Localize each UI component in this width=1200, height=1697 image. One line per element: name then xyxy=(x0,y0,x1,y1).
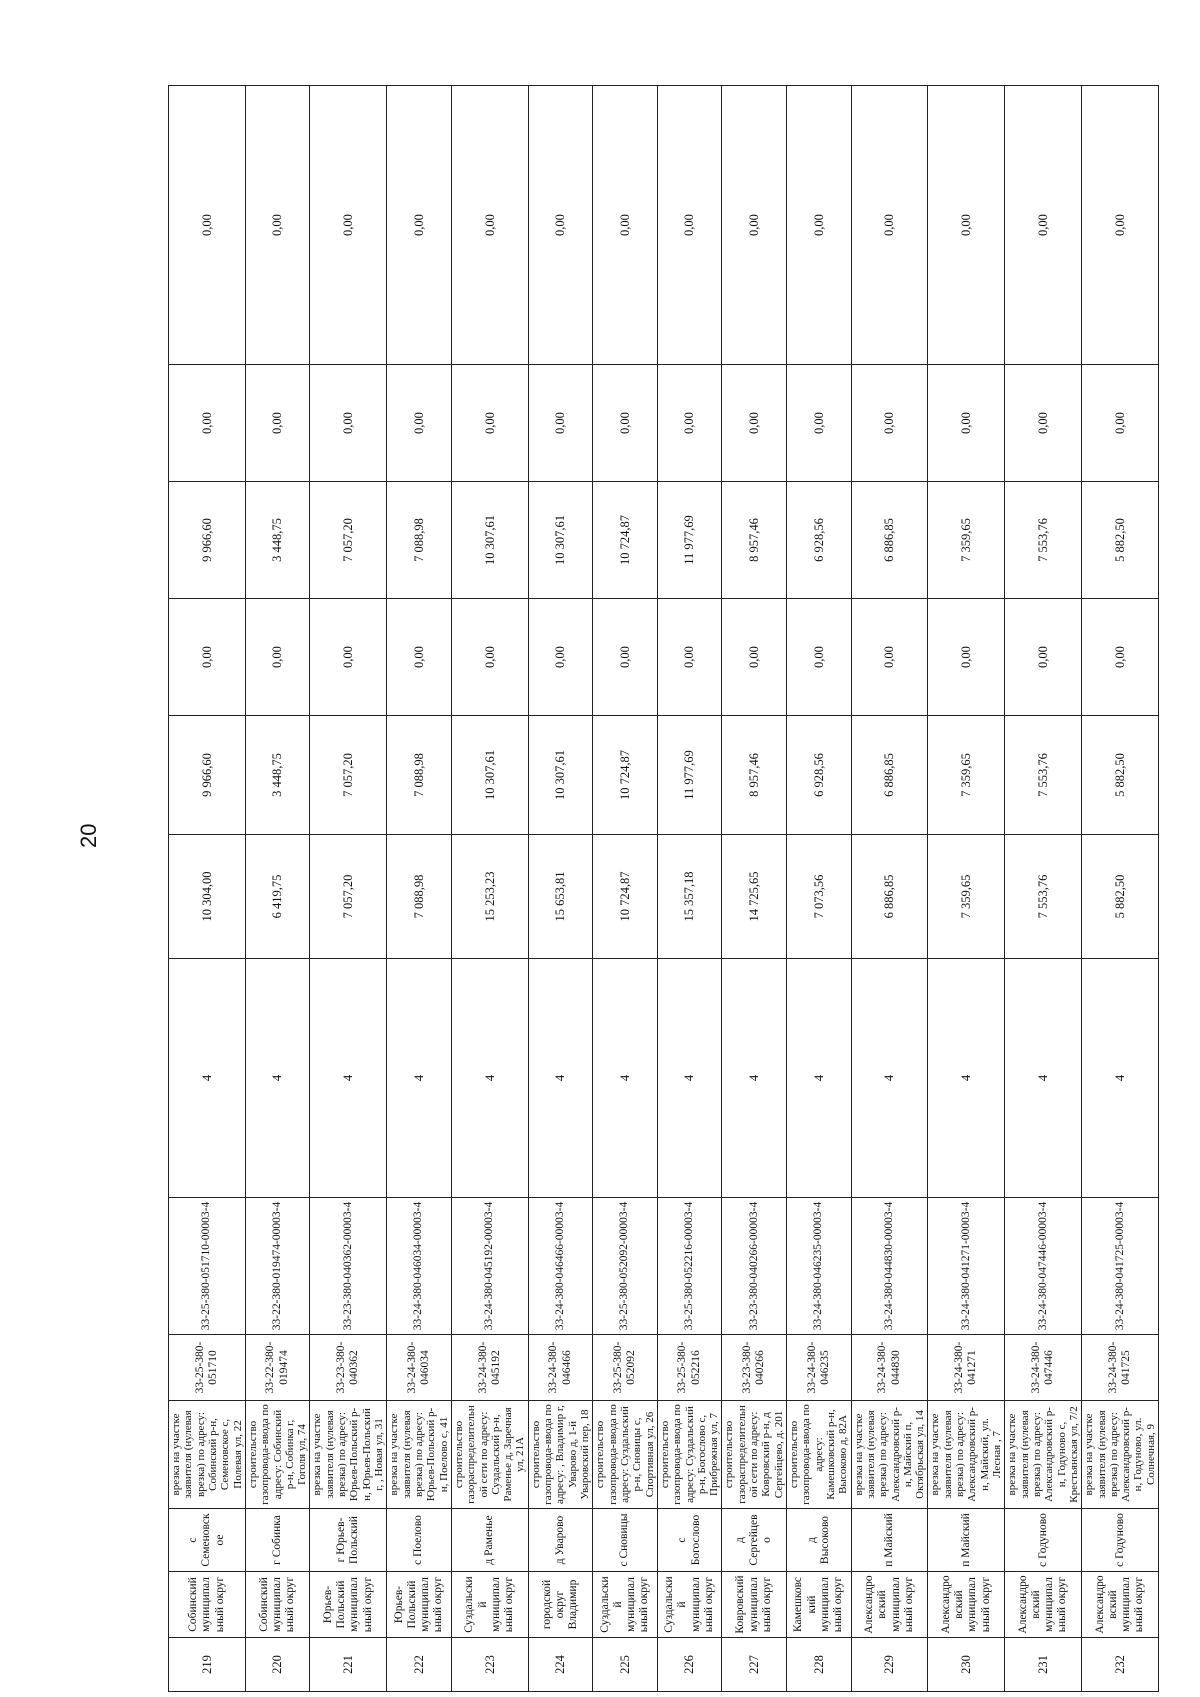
value-3-cell: 0,00 xyxy=(851,599,928,716)
value-3-cell: 0,00 xyxy=(1082,599,1159,716)
district-cell: Александровский муниципальный округ xyxy=(1005,1572,1082,1638)
table-row xyxy=(593,86,658,1692)
value-2-cell: 10 307,61 xyxy=(528,716,593,835)
object-cell: строительство газораспределительной сети по адресу: Суздальский р-н, Раменье д, Заречная ул, 21А xyxy=(451,1401,528,1509)
value-3-cell: 0,00 xyxy=(169,599,246,716)
object-cell: строительство газопровода-ввода по адресу: Суздальский р-н, Богослово с, Прибрежная ул, 7 xyxy=(657,1401,722,1509)
application-number-cell: 33-25-380-052216 xyxy=(657,1335,722,1401)
value-2-cell: 6 886,85 xyxy=(851,716,928,835)
value-6-cell: 0,00 xyxy=(593,86,658,365)
table-row xyxy=(245,86,310,1692)
value-1-cell: 10 724,87 xyxy=(593,835,658,959)
row-number: 224 xyxy=(528,1638,593,1692)
value-2-cell: 10 307,61 xyxy=(451,716,528,835)
value-3-cell: 0,00 xyxy=(593,599,658,716)
value-4-cell: 6 886,85 xyxy=(851,482,928,599)
value-5-cell: 0,00 xyxy=(245,365,310,482)
row-number: 229 xyxy=(851,1638,928,1692)
district-cell: Камешковский муниципальный округ xyxy=(787,1572,852,1638)
value-4-cell: 7 088,98 xyxy=(387,482,452,599)
value-6-cell: 0,00 xyxy=(528,86,593,365)
value-5-cell: 0,00 xyxy=(528,365,593,482)
application-number-cell: 33-24-380-046466 xyxy=(528,1335,593,1401)
category-cell: 4 xyxy=(528,959,593,1198)
application-number-cell: 33-23-380-040362 xyxy=(310,1335,387,1401)
category-cell: 4 xyxy=(657,959,722,1198)
district-cell: Александровский муниципальный округ xyxy=(1082,1572,1159,1638)
value-1-cell: 7 359,65 xyxy=(928,835,1005,959)
locality-cell: д Высоково xyxy=(787,1509,852,1572)
value-4-cell: 5 882,50 xyxy=(1082,482,1159,599)
value-3-cell: 0,00 xyxy=(387,599,452,716)
value-4-cell: 8 957,46 xyxy=(722,482,787,599)
value-6-cell: 0,00 xyxy=(245,86,310,365)
category-cell: 4 xyxy=(169,959,246,1198)
application-number-cell: 33-24-380-046034 xyxy=(387,1335,452,1401)
district-cell: Собинский муниципальный округ xyxy=(169,1572,246,1638)
locality-cell: п Майский xyxy=(928,1509,1005,1572)
row-number: 228 xyxy=(787,1638,852,1692)
object-cell: врезка на участке заявителя (нулевая врезка) по адресу: Александровский р-н, Годуново, ул. Солнечная, 9 xyxy=(1082,1401,1159,1509)
application-number-cell: 33-24-380-044830 xyxy=(851,1335,928,1401)
table-row xyxy=(851,86,928,1692)
application-number-cell: 33-24-380-045192 xyxy=(451,1335,528,1401)
value-6-cell: 0,00 xyxy=(1082,86,1159,365)
category-cell: 4 xyxy=(593,959,658,1198)
row-number: 225 xyxy=(593,1638,658,1692)
value-4-cell: 3 448,75 xyxy=(245,482,310,599)
table-stage xyxy=(168,86,1157,1692)
application-number-cell: 33-22-380-019474 xyxy=(245,1335,310,1401)
object-cell: врезка на участке заявителя (нулевая врезка) по адресу: Александровский р-н, Годуново с, Крестьянская ул, 7/2 xyxy=(1005,1401,1082,1509)
district-cell: Юрьев-Польский муниципальный округ xyxy=(387,1572,452,1638)
contract-number-cell: 33-24-380-041725-00003-4 xyxy=(1082,1198,1159,1335)
row-number: 222 xyxy=(387,1638,452,1692)
table-row xyxy=(787,86,852,1692)
object-cell: врезка на участке заявителя (нулевая врезка) по адресу: Александровский р-н, Майский, ул. Лесная , 7 xyxy=(928,1401,1005,1509)
contract-number-cell: 33-24-380-046235-00003-4 xyxy=(787,1198,852,1335)
locality-cell: с Богослово xyxy=(657,1509,722,1572)
value-1-cell: 6 419,75 xyxy=(245,835,310,959)
category-cell: 4 xyxy=(928,959,1005,1198)
rotated-table-wrapper xyxy=(168,86,1157,1692)
value-3-cell: 0,00 xyxy=(528,599,593,716)
table-row xyxy=(1082,86,1159,1692)
locality-cell: г Юрьев-Польский xyxy=(310,1509,387,1572)
locality-cell: с Семеновское xyxy=(169,1509,246,1572)
value-2-cell: 7 057,20 xyxy=(310,716,387,835)
page-number: 20 xyxy=(76,823,101,848)
row-number: 230 xyxy=(928,1638,1005,1692)
row-number: 232 xyxy=(1082,1638,1159,1692)
locality-cell: г Собинка xyxy=(245,1509,310,1572)
district-cell: Суздальский муниципальный округ xyxy=(593,1572,658,1638)
object-cell: врезка на участке заявителя (нулевая врезка) по адресу: Собинский р-н, Семеновское с, Полевая ул, 22 xyxy=(169,1401,246,1509)
value-5-cell: 0,00 xyxy=(169,365,246,482)
category-cell: 4 xyxy=(310,959,387,1198)
district-cell: городской округ Владимир xyxy=(528,1572,593,1638)
value-5-cell: 0,00 xyxy=(928,365,1005,482)
category-cell: 4 xyxy=(722,959,787,1198)
value-2-cell: 11 977,69 xyxy=(657,716,722,835)
row-number: 221 xyxy=(310,1638,387,1692)
value-6-cell: 0,00 xyxy=(310,86,387,365)
value-4-cell: 6 928,56 xyxy=(787,482,852,599)
value-1-cell: 10 304,00 xyxy=(169,835,246,959)
value-2-cell: 5 882,50 xyxy=(1082,716,1159,835)
value-6-cell: 0,00 xyxy=(1005,86,1082,365)
value-6-cell: 0,00 xyxy=(451,86,528,365)
value-1-cell: 7 553,76 xyxy=(1005,835,1082,959)
category-cell: 4 xyxy=(1005,959,1082,1198)
value-1-cell: 6 886,85 xyxy=(851,835,928,959)
district-cell: Суздальский муниципальный округ xyxy=(657,1572,722,1638)
value-2-cell: 7 359,65 xyxy=(928,716,1005,835)
contract-number-cell: 33-23-380-040266-00003-4 xyxy=(722,1198,787,1335)
locality-cell: с Годуново xyxy=(1082,1509,1159,1572)
value-5-cell: 0,00 xyxy=(451,365,528,482)
value-5-cell: 0,00 xyxy=(722,365,787,482)
value-4-cell: 10 307,61 xyxy=(451,482,528,599)
object-cell: строительство газопровода-ввода по адресу: Камешковский р-н, Высоково д, 82А xyxy=(787,1401,852,1509)
application-number-cell: 33-24-380-041271 xyxy=(928,1335,1005,1401)
value-5-cell: 0,00 xyxy=(1082,365,1159,482)
application-number-cell: 33-24-380-046235 xyxy=(787,1335,852,1401)
value-4-cell: 7 359,65 xyxy=(928,482,1005,599)
table-row xyxy=(1005,86,1082,1692)
locality-cell: с Пoелово xyxy=(387,1509,452,1572)
application-number-cell: 33-25-380-051710 xyxy=(169,1335,246,1401)
row-number: 223 xyxy=(451,1638,528,1692)
locality-cell: с Годуново xyxy=(1005,1509,1082,1572)
category-cell: 4 xyxy=(245,959,310,1198)
row-number: 219 xyxy=(169,1638,246,1692)
contract-number-cell: 33-24-380-041271-00003-4 xyxy=(928,1198,1005,1335)
value-4-cell: 7 553,76 xyxy=(1005,482,1082,599)
contract-number-cell: 33-25-380-052216-00003-4 xyxy=(657,1198,722,1335)
value-5-cell: 0,00 xyxy=(657,365,722,482)
value-5-cell: 0,00 xyxy=(310,365,387,482)
value-1-cell: 15 357,18 xyxy=(657,835,722,959)
row-number: 220 xyxy=(245,1638,310,1692)
object-cell: врезка на участке заявителя (нулевая врезка) по адресу: Юрьев-Польский р-н, Юрьев-Польский г, , Новая ул, 31 xyxy=(310,1401,387,1509)
contract-number-cell: 33-25-380-052092-00003-4 xyxy=(593,1198,658,1335)
table-row xyxy=(310,86,387,1692)
table-row xyxy=(528,86,593,1692)
value-4-cell: 10 307,61 xyxy=(528,482,593,599)
contract-number-cell: 33-24-380-045192-00003-4 xyxy=(451,1198,528,1335)
contract-number-cell: 33-24-380-047446-00003-4 xyxy=(1005,1198,1082,1335)
object-cell: врезка на участке заявителя (нулевая врезка) по адресу: Юрьев-Польский р-н, Пoелово с, 41 xyxy=(387,1401,452,1509)
value-4-cell: 10 724,87 xyxy=(593,482,658,599)
value-2-cell: 7 553,76 xyxy=(1005,716,1082,835)
value-2-cell: 8 957,46 xyxy=(722,716,787,835)
object-cell: строительство газораспределительной сети по адресу: Ковровский р-н, д Сергейцево, д. 201 xyxy=(722,1401,787,1509)
value-3-cell: 0,00 xyxy=(1005,599,1082,716)
value-5-cell: 0,00 xyxy=(851,365,928,482)
contract-number-cell: 33-24-380-046466-00003-4 xyxy=(528,1198,593,1335)
value-3-cell: 0,00 xyxy=(722,599,787,716)
object-cell: строительство газопровода-ввода по адресу: Суздальский р-н, Сновицы с, Спортивная ул, 26 xyxy=(593,1401,658,1509)
table-row xyxy=(928,86,1005,1692)
district-cell: Собинский муниципальный округ xyxy=(245,1572,310,1638)
table-row xyxy=(387,86,452,1692)
contract-number-cell: 33-24-380-044830-00003-4 xyxy=(851,1198,928,1335)
district-cell: Юрьев-Польский муниципальный округ xyxy=(310,1572,387,1638)
value-6-cell: 0,00 xyxy=(387,86,452,365)
category-cell: 4 xyxy=(451,959,528,1198)
district-cell: Александровский муниципальный округ xyxy=(851,1572,928,1638)
value-5-cell: 0,00 xyxy=(387,365,452,482)
value-1-cell: 7 073,56 xyxy=(787,835,852,959)
locality-cell: д Раменье xyxy=(451,1509,528,1572)
value-3-cell: 0,00 xyxy=(787,599,852,716)
object-cell: строительство газопровода-ввода по адресу: , Владимир г, Уварово д, 1-й Уваровский пер, 18 xyxy=(528,1401,593,1509)
application-number-cell: 33-23-380-040266 xyxy=(722,1335,787,1401)
locality-cell: д Сергейцево xyxy=(722,1509,787,1572)
data-table xyxy=(168,85,1159,1692)
contract-number-cell: 33-25-380-051710-00003-4 xyxy=(169,1198,246,1335)
value-5-cell: 0,00 xyxy=(593,365,658,482)
category-cell: 4 xyxy=(1082,959,1159,1198)
locality-cell: п Майский xyxy=(851,1509,928,1572)
district-cell: Ковровский муниципальный округ xyxy=(722,1572,787,1638)
value-1-cell: 5 882,50 xyxy=(1082,835,1159,959)
value-6-cell: 0,00 xyxy=(851,86,928,365)
value-4-cell: 11 977,69 xyxy=(657,482,722,599)
category-cell: 4 xyxy=(851,959,928,1198)
application-number-cell: 33-24-380-047446 xyxy=(1005,1335,1082,1401)
table-row xyxy=(657,86,722,1692)
application-number-cell: 33-25-380-052092 xyxy=(593,1335,658,1401)
row-number: 231 xyxy=(1005,1638,1082,1692)
table-row xyxy=(451,86,528,1692)
value-3-cell: 0,00 xyxy=(451,599,528,716)
value-3-cell: 0,00 xyxy=(310,599,387,716)
value-6-cell: 0,00 xyxy=(169,86,246,365)
district-cell: Суздальский муниципальный округ xyxy=(451,1572,528,1638)
value-2-cell: 10 724,87 xyxy=(593,716,658,835)
district-cell: Александровский муниципальный округ xyxy=(928,1572,1005,1638)
value-2-cell: 7 088,98 xyxy=(387,716,452,835)
row-number: 227 xyxy=(722,1638,787,1692)
value-5-cell: 0,00 xyxy=(1005,365,1082,482)
row-number: 226 xyxy=(657,1638,722,1692)
value-3-cell: 0,00 xyxy=(245,599,310,716)
value-3-cell: 0,00 xyxy=(657,599,722,716)
value-6-cell: 0,00 xyxy=(722,86,787,365)
locality-cell: с Сновицы xyxy=(593,1509,658,1572)
value-4-cell: 7 057,20 xyxy=(310,482,387,599)
table-row xyxy=(722,86,787,1692)
value-2-cell: 6 928,56 xyxy=(787,716,852,835)
application-number-cell: 33-24-380-041725 xyxy=(1082,1335,1159,1401)
value-6-cell: 0,00 xyxy=(787,86,852,365)
contract-number-cell: 33-23-380-040362-00003-4 xyxy=(310,1198,387,1335)
object-cell: врезка на участке заявителя (нулевая врезка) по адресу: Александровский р-н, Майский п, Октябрьская ул, 14 xyxy=(851,1401,928,1509)
value-2-cell: 3 448,75 xyxy=(245,716,310,835)
table-row xyxy=(169,86,246,1692)
object-cell: строительство газопровода-ввода по адресу: Собинский р-н, Собинка г, Гоголя ул, 74 xyxy=(245,1401,310,1509)
value-1-cell: 14 725,65 xyxy=(722,835,787,959)
value-6-cell: 0,00 xyxy=(928,86,1005,365)
locality-cell: д Уварово xyxy=(528,1509,593,1572)
value-1-cell: 15 653,81 xyxy=(528,835,593,959)
value-1-cell: 7 057,20 xyxy=(310,835,387,959)
value-4-cell: 9 966,60 xyxy=(169,482,246,599)
category-cell: 4 xyxy=(387,959,452,1198)
value-1-cell: 15 253,23 xyxy=(451,835,528,959)
value-3-cell: 0,00 xyxy=(928,599,1005,716)
value-6-cell: 0,00 xyxy=(657,86,722,365)
value-5-cell: 0,00 xyxy=(787,365,852,482)
contract-number-cell: 33-24-380-046034-00003-4 xyxy=(387,1198,452,1335)
category-cell: 4 xyxy=(787,959,852,1198)
contract-number-cell: 33-22-380-019474-00003-4 xyxy=(245,1198,310,1335)
value-2-cell: 9 966,60 xyxy=(169,716,246,835)
value-1-cell: 7 088,98 xyxy=(387,835,452,959)
